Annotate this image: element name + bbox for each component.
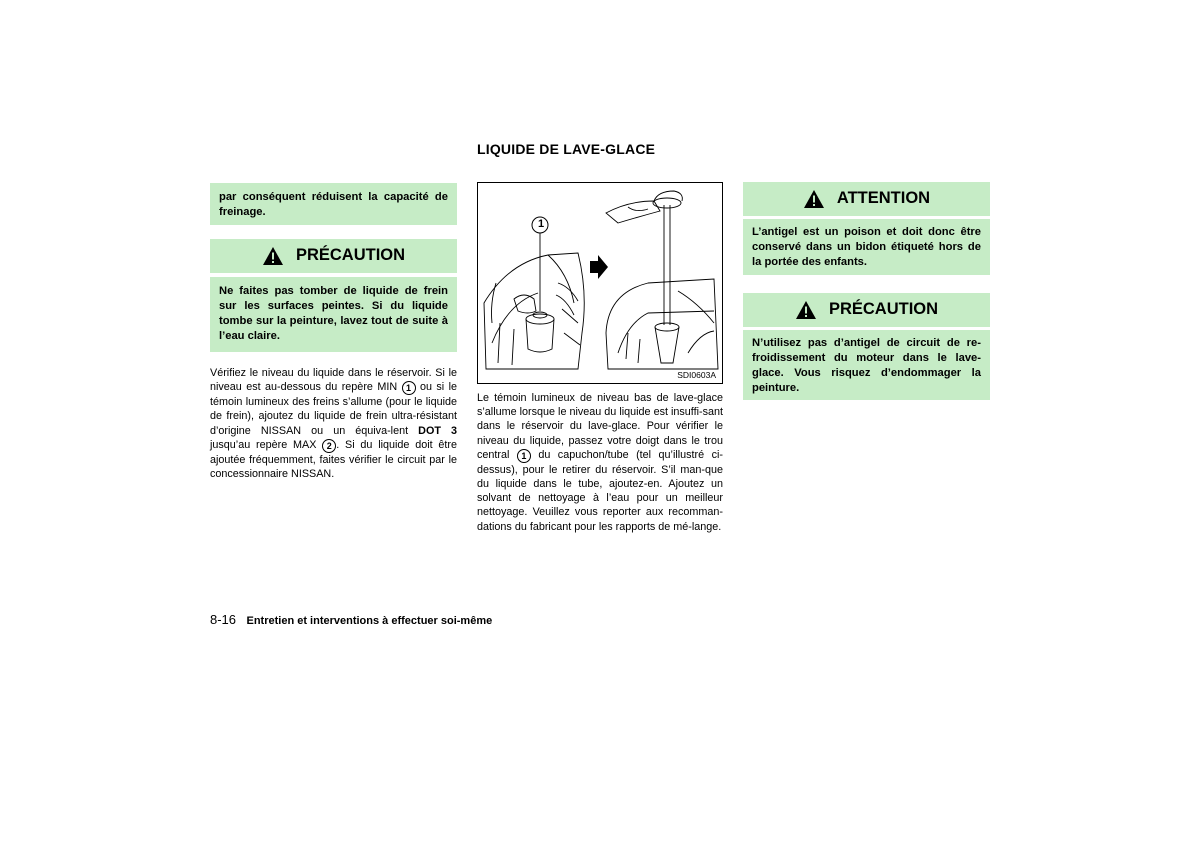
continued-warning-text: par conséquent réduisent la capacité de freinage. [219,191,448,218]
middle-body-text-2: du capuchon/tube (tel qu’illustré ci-dessus), pour le retirer du réservoir. S’il man-que du liquide dans le tube, ajoutez-en. Ajoutez un solvant de nettoyage à l’eau pour un meilleur nettoyage. Veuillez vous reporter aux recomman-dations du fabricant pour les rapports de mé-lange. [477,448,723,533]
page-title: LIQUIDE DE LAVE-GLACE [477,141,656,157]
left-body-text-1: Vérifiez le niveau du liquide dans le réservoir. Si le niveau est au-dessous du repère MIN [210,367,457,394]
left-body-text-4: . Si du liquide doit être ajoutée fréquemment, faites vérifier le circuit par le concessionnaire NISSAN. [210,438,458,481]
washer-reservoir-illustration [477,182,723,384]
left-body-text-2: ou si le témoin lumineux des freins s’allume (pour le liquide de frein), ajoutez du liquide de frein ultra-résistant d’origine NISSAN ou un équiva-lent [210,381,458,437]
dot3-label: DOT 3 [418,424,458,437]
warning-triangle-icon [262,246,284,266]
marker-2: 2 [322,439,336,453]
figure-code: SDI0603A [677,370,716,380]
caution-header-left [210,239,457,273]
marker-1: 1 [402,381,416,395]
continued-warning-box [210,183,457,225]
warning-triangle-icon [803,189,825,209]
caution-box-right [743,330,990,400]
middle-body-text-1: Le témoin lumineux de niveau bas de lave-glace s’allume lorsque le niveau du liquide est insuffi-sant dans le réservoir du lave-glace. Pour vérifier le niveau du liquide, passez votre doigt dans le trou central [477,392,723,461]
marker-middle-1: 1 [517,449,531,463]
section-title: Entretien et interventions à effectuer soi-même [246,615,493,627]
right-arrow-icon [590,255,608,279]
caution-heading-left: PRÉCAUTION [295,246,406,264]
page-number: 8-16 [210,612,237,627]
attention-heading: ATTENTION [836,189,931,207]
caution-header-right [743,293,990,327]
caution-box-left [210,277,457,352]
caution-heading-right: PRÉCAUTION [828,300,939,318]
warning-triangle-icon [795,300,817,320]
left-body-text-3: jusqu’au repère MAX [210,438,317,451]
figure-callout-1: 1 [537,218,545,230]
left-body-paragraph [210,366,457,481]
attention-box [743,219,990,275]
attention-header [743,182,990,216]
attention-text: L’antigel est un poison et doit donc être conservé dans un bidon étiqueté hors de la portée des enfants. [752,226,981,268]
caution-text-left: Ne faites pas tomber de liquide de frein sur les surfaces peintes. Si du liquide tombe sur la peinture, lavez tout de suite à l’eau claire. [219,285,448,342]
washer-illustration-drawing [478,183,722,383]
middle-body-paragraph [477,391,723,534]
page-footer [210,611,492,629]
caution-text-right: N’utilisez pas d’antigel de circuit de re-froidissement du moteur dans le lave-glace. Vous risquez d’endommager la peinture. [752,337,981,394]
